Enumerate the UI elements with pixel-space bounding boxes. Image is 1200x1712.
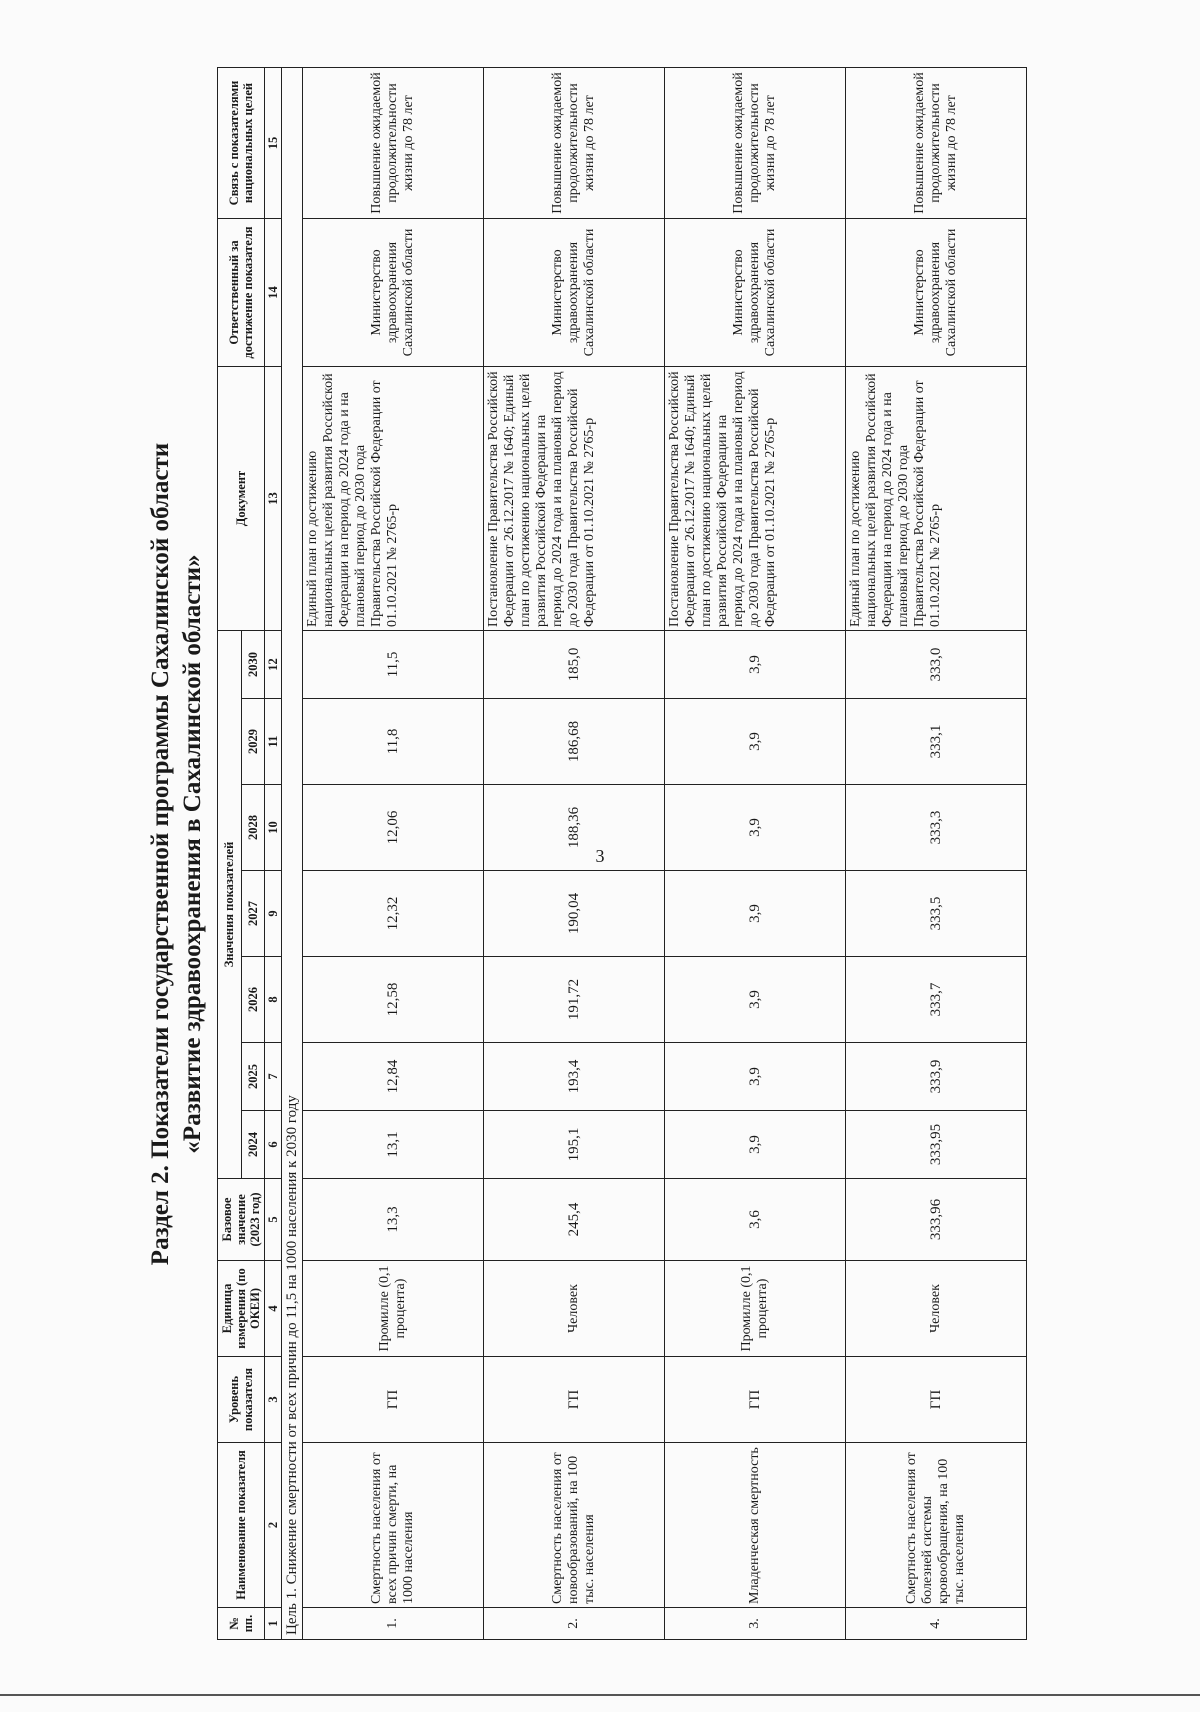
column-number: 7 [265,1043,282,1111]
header-responsible: Ответственный за достижение показателя [218,219,265,367]
value-2028: 188,36 [484,785,665,871]
value-2026: 333,7 [846,957,1027,1043]
column-number: 11 [265,699,282,785]
column-number: 5 [265,1179,282,1261]
value-2025: 12,84 [303,1043,484,1111]
column-number: 4 [265,1261,282,1357]
header-document: Документ [218,367,265,631]
responsible-body: Министерство здравоохранения Сахалинской области [303,219,484,367]
column-number: 10 [265,785,282,871]
value-2028: 333,3 [846,785,1027,871]
value-2024: 333,95 [846,1111,1027,1179]
table-row [665,68,846,1640]
responsible-body: Министерство здравоохранения Сахалинской области [665,219,846,367]
value-2029: 11,8 [303,699,484,785]
indicator-name: Смертность населения от новообразований, на 100 тыс. населения [484,1443,665,1608]
header-year: 2028 [241,785,265,871]
row-number: 3. [665,1608,846,1640]
title-line-1: Раздел 2. Показатели государственной программы Сахалинской области [147,442,174,1266]
header-no: № пп. [218,1608,265,1640]
header-year: 2029 [241,699,265,785]
row-number: 2. [484,1608,665,1640]
responsible-body: Министерство здравоохранения Сахалинской области [846,219,1027,367]
value-2025: 333,9 [846,1043,1027,1111]
indicator-name: Младенческая смертность [665,1443,846,1608]
column-number: 8 [265,957,282,1043]
value-2030: 185,0 [484,631,665,699]
indicator-unit: Промилле (0,1 процента) [303,1261,484,1357]
goal-text: Цель 1. Снижение смертности от всех причин до 11,5 на 1000 населения к 2030 году [282,68,303,1640]
value-2030: 3,9 [665,631,846,699]
indicator-name: Смертность населения от болезней системы кровообращения, на 100 тыс. населения [846,1443,1027,1608]
header-unit: Единица измерения (по ОКЕИ) [218,1261,265,1357]
indicators-table-wrapper [217,68,1027,1640]
base-value: 3,6 [665,1179,846,1261]
value-2024: 13,1 [303,1111,484,1179]
value-2027: 12,32 [303,871,484,957]
value-2026: 3,9 [665,957,846,1043]
header-level: Уровень показателя [218,1357,265,1443]
column-number: 9 [265,871,282,957]
table-row [846,68,1027,1640]
document-reference: Единый план по достижению национальных целей развития Российской Федерации на период до 2024 года и на плановый период до 2030 года Правительства Российской Федерации от 01.10.2021 № 2765-р [846,367,1027,631]
column-number: 12 [265,631,282,699]
column-number: 2 [265,1443,282,1608]
base-value: 333,96 [846,1179,1027,1261]
column-number: 15 [265,68,282,219]
indicator-level: ГП [846,1357,1027,1443]
value-2027: 3,9 [665,871,846,957]
column-number: 3 [265,1357,282,1443]
column-number: 1 [265,1608,282,1640]
scan-edge-line [0,1694,1200,1696]
value-2029: 3,9 [665,699,846,785]
page-number: 3 [595,846,605,866]
national-goal-link: Повышение ожидаемой продолжительности жизни до 78 лет [846,68,1027,219]
value-2028: 12,06 [303,785,484,871]
header-link: Связь с показателями национальных целей [218,68,265,219]
indicator-unit: Промилле (0,1 процента) [665,1261,846,1357]
indicator-name: Смертность населения от всех причин смерти, на 1000 населения [303,1443,484,1608]
indicator-level: ГП [665,1357,846,1443]
column-number-row [265,68,282,1640]
header-year: 2030 [241,631,265,699]
header-row-1 [218,68,242,1640]
responsible-body: Министерство здравоохранения Сахалинской области [484,219,665,367]
value-2030: 11,5 [303,631,484,699]
goal-row [282,68,303,1640]
indicators-table [217,67,1027,1640]
section-title [145,68,209,1640]
value-2025: 3,9 [665,1043,846,1111]
value-2030: 333,0 [846,631,1027,699]
document-reference: Постановление Правительства Российской Федерации от 26.12.2017 № 1640; Единый план по достижению национальных целей развития Российской Федерации на период до 2024 года и на плановый период до 2030 года Правительства Российской Федерации от 01.10.2021 № 2765-р [484,367,665,631]
column-number: 6 [265,1111,282,1179]
table-row [484,68,665,1640]
header-year: 2024 [241,1111,265,1179]
title-line-2: «Развитие здравоохранения в Сахалинской области» [179,554,206,1154]
value-2027: 190,04 [484,871,665,957]
row-number: 4. [846,1608,1027,1640]
value-2029: 186,68 [484,699,665,785]
base-value: 13,3 [303,1179,484,1261]
value-2026: 12,58 [303,957,484,1043]
row-number: 1. [303,1608,484,1640]
indicator-unit: Человек [846,1261,1027,1357]
document-reference: Постановление Правительства Российской Федерации от 26.12.2017 № 1640; Единый план по достижению национальных целей развития Российской Федерации на период до 2024 года и на плановый период до 2030 года Правительства Российской Федерации от 01.10.2021 № 2765-р [665,367,846,631]
document-reference: Единый план по достижению национальных целей развития Российской Федерации на период до 2024 года и на плановый период до 2030 года Правительства Российской Федерации от 01.10.2021 № 2765-р [303,367,484,631]
header-year: 2027 [241,871,265,957]
base-value: 245,4 [484,1179,665,1261]
value-2029: 333,1 [846,699,1027,785]
value-2028: 3,9 [665,785,846,871]
indicator-level: ГП [484,1357,665,1443]
indicator-level: ГП [303,1357,484,1443]
column-number: 13 [265,367,282,631]
header-name: Наименование показателя [218,1443,265,1608]
value-2027: 333,5 [846,871,1027,957]
value-2026: 191,72 [484,957,665,1043]
national-goal-link: Повышение ожидаемой продолжительности жизни до 78 лет [484,68,665,219]
national-goal-link: Повышение ожидаемой продолжительности жизни до 78 лет [303,68,484,219]
column-number: 14 [265,219,282,367]
header-base: Базовое значение (2023 год) [218,1179,265,1261]
header-year: 2026 [241,957,265,1043]
table-row [303,68,484,1640]
value-2025: 193,4 [484,1043,665,1111]
header-year: 2025 [241,1043,265,1111]
value-2024: 3,9 [665,1111,846,1179]
header-values-group: Значения показателей [218,631,242,1179]
value-2024: 195,1 [484,1111,665,1179]
national-goal-link: Повышение ожидаемой продолжительности жизни до 78 лет [665,68,846,219]
indicator-unit: Человек [484,1261,665,1357]
rotated-page-content [145,68,1200,1640]
